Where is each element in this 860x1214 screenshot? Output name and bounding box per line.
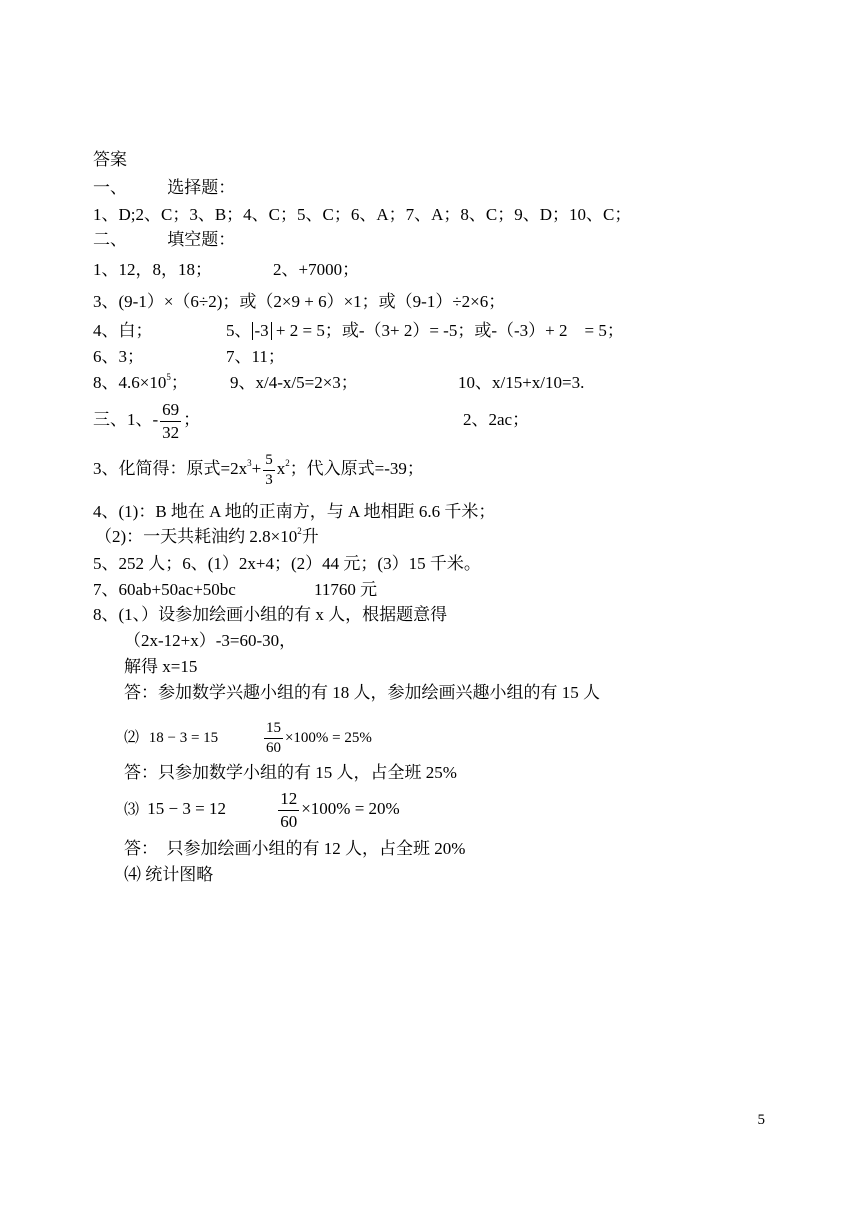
fill-answer-8: 8、$4.6\times 10^5$； <box>93 372 188 392</box>
section-3-answer-8: 8、(1、）设参加绘画小组的有 x 人，根据题意得 <box>93 605 448 624</box>
section-3-answer-7: 7、60ab+50ac+50bc <box>93 580 236 599</box>
part-4-note: ⑷ 统计图略 <box>124 865 214 884</box>
section-2-label: 填空题： <box>167 230 236 249</box>
fill-answer-3: 3、(9-1）×（6÷2)；或（2×9 + 6）×1；或（9-1）÷2×6； <box>93 292 506 311</box>
answer-title: 答案 <box>93 150 127 169</box>
section-3-answer-5-6: 5、252 人；6、(1）2x+4；(2）44 元；(3）15 千米。 <box>93 554 481 573</box>
section-3-answer-4-part-2: （2)：一天共耗油约 $2.8\times 10^2$升 <box>95 526 319 546</box>
fill-answer-9: 9、x/4-x/5=2×3； <box>230 373 358 392</box>
part-2-calculation: ⑵ 18 − 3 = 15 $\frac{15}{60}$ ×100% = 25% <box>124 720 372 757</box>
fraction: $\frac{5}{3}$ <box>265 451 273 488</box>
section-1-label: 选择题： <box>167 178 236 197</box>
section-3-answer-7-total: 11760 元 <box>314 580 378 599</box>
fill-answer-4: 4、白； <box>93 321 153 340</box>
fill-answer-7: 7、11； <box>226 347 285 366</box>
part-3-calculation: ⑶ 15 − 3 = 12 $\frac{12}{60}$ ×100% = 20% <box>124 788 400 831</box>
section-1-heading <box>93 177 235 199</box>
section-3-answer-1: 三、1、- $\frac{69}{32}$ ； <box>93 399 201 442</box>
page-number: 5 <box>757 1112 765 1128</box>
equation-line: （2x-12+x）-3=60-30， <box>124 631 297 650</box>
section-2-number: 二、 <box>93 230 127 249</box>
answer-line-1: 答：参加数学兴趣小组的有 18 人，参加绘画兴趣小组的有 15 人 <box>124 683 600 702</box>
fraction: $\frac{69}{32}$ <box>162 399 180 442</box>
fill-answer-10: 10、x/15+x/10=3. <box>458 373 585 392</box>
section-1-number: 一、 <box>93 178 127 197</box>
absolute-value: -3 <box>252 322 272 340</box>
answer-line-3: 答： 只参加绘画小组的有 12 人，占全班 20% <box>124 839 466 858</box>
fill-answer-6: 6、3； <box>93 347 144 366</box>
fill-answer-1: 1、12，8，18； <box>93 260 212 279</box>
fill-answer-5: 5、 -3 + 2 = 5；或-（3+ 2）= -5；或-（-3）+ 2 = 5； <box>226 321 624 340</box>
section-3-answer-3: 3、化简得：原式$=2x^3+$ $\frac{5}{3}$ $x^2$；代入原式=-39； <box>93 451 424 488</box>
section-3-answer-4-part-1: 4、(1)：B 地在 A 地的正南方，与 A 地相距 6.6 千米； <box>93 502 496 521</box>
fill-answer-2: 2、+7000； <box>273 260 360 279</box>
fraction: $\frac{12}{60}$ <box>280 788 298 831</box>
section-3-answer-2: 2、2ac； <box>463 410 530 429</box>
solution-line: 解得 x=15 <box>124 657 198 676</box>
fraction: $\frac{15}{60}$ <box>265 720 281 757</box>
choice-answers: 1、D;2、C；3、B；4、C；5、C；6、A；7、A；8、C；9、D；10、C； <box>93 205 632 224</box>
answer-line-2: 答：只参加数学小组的有 15 人，占全班 25% <box>124 763 457 782</box>
section-2-heading <box>93 229 235 251</box>
